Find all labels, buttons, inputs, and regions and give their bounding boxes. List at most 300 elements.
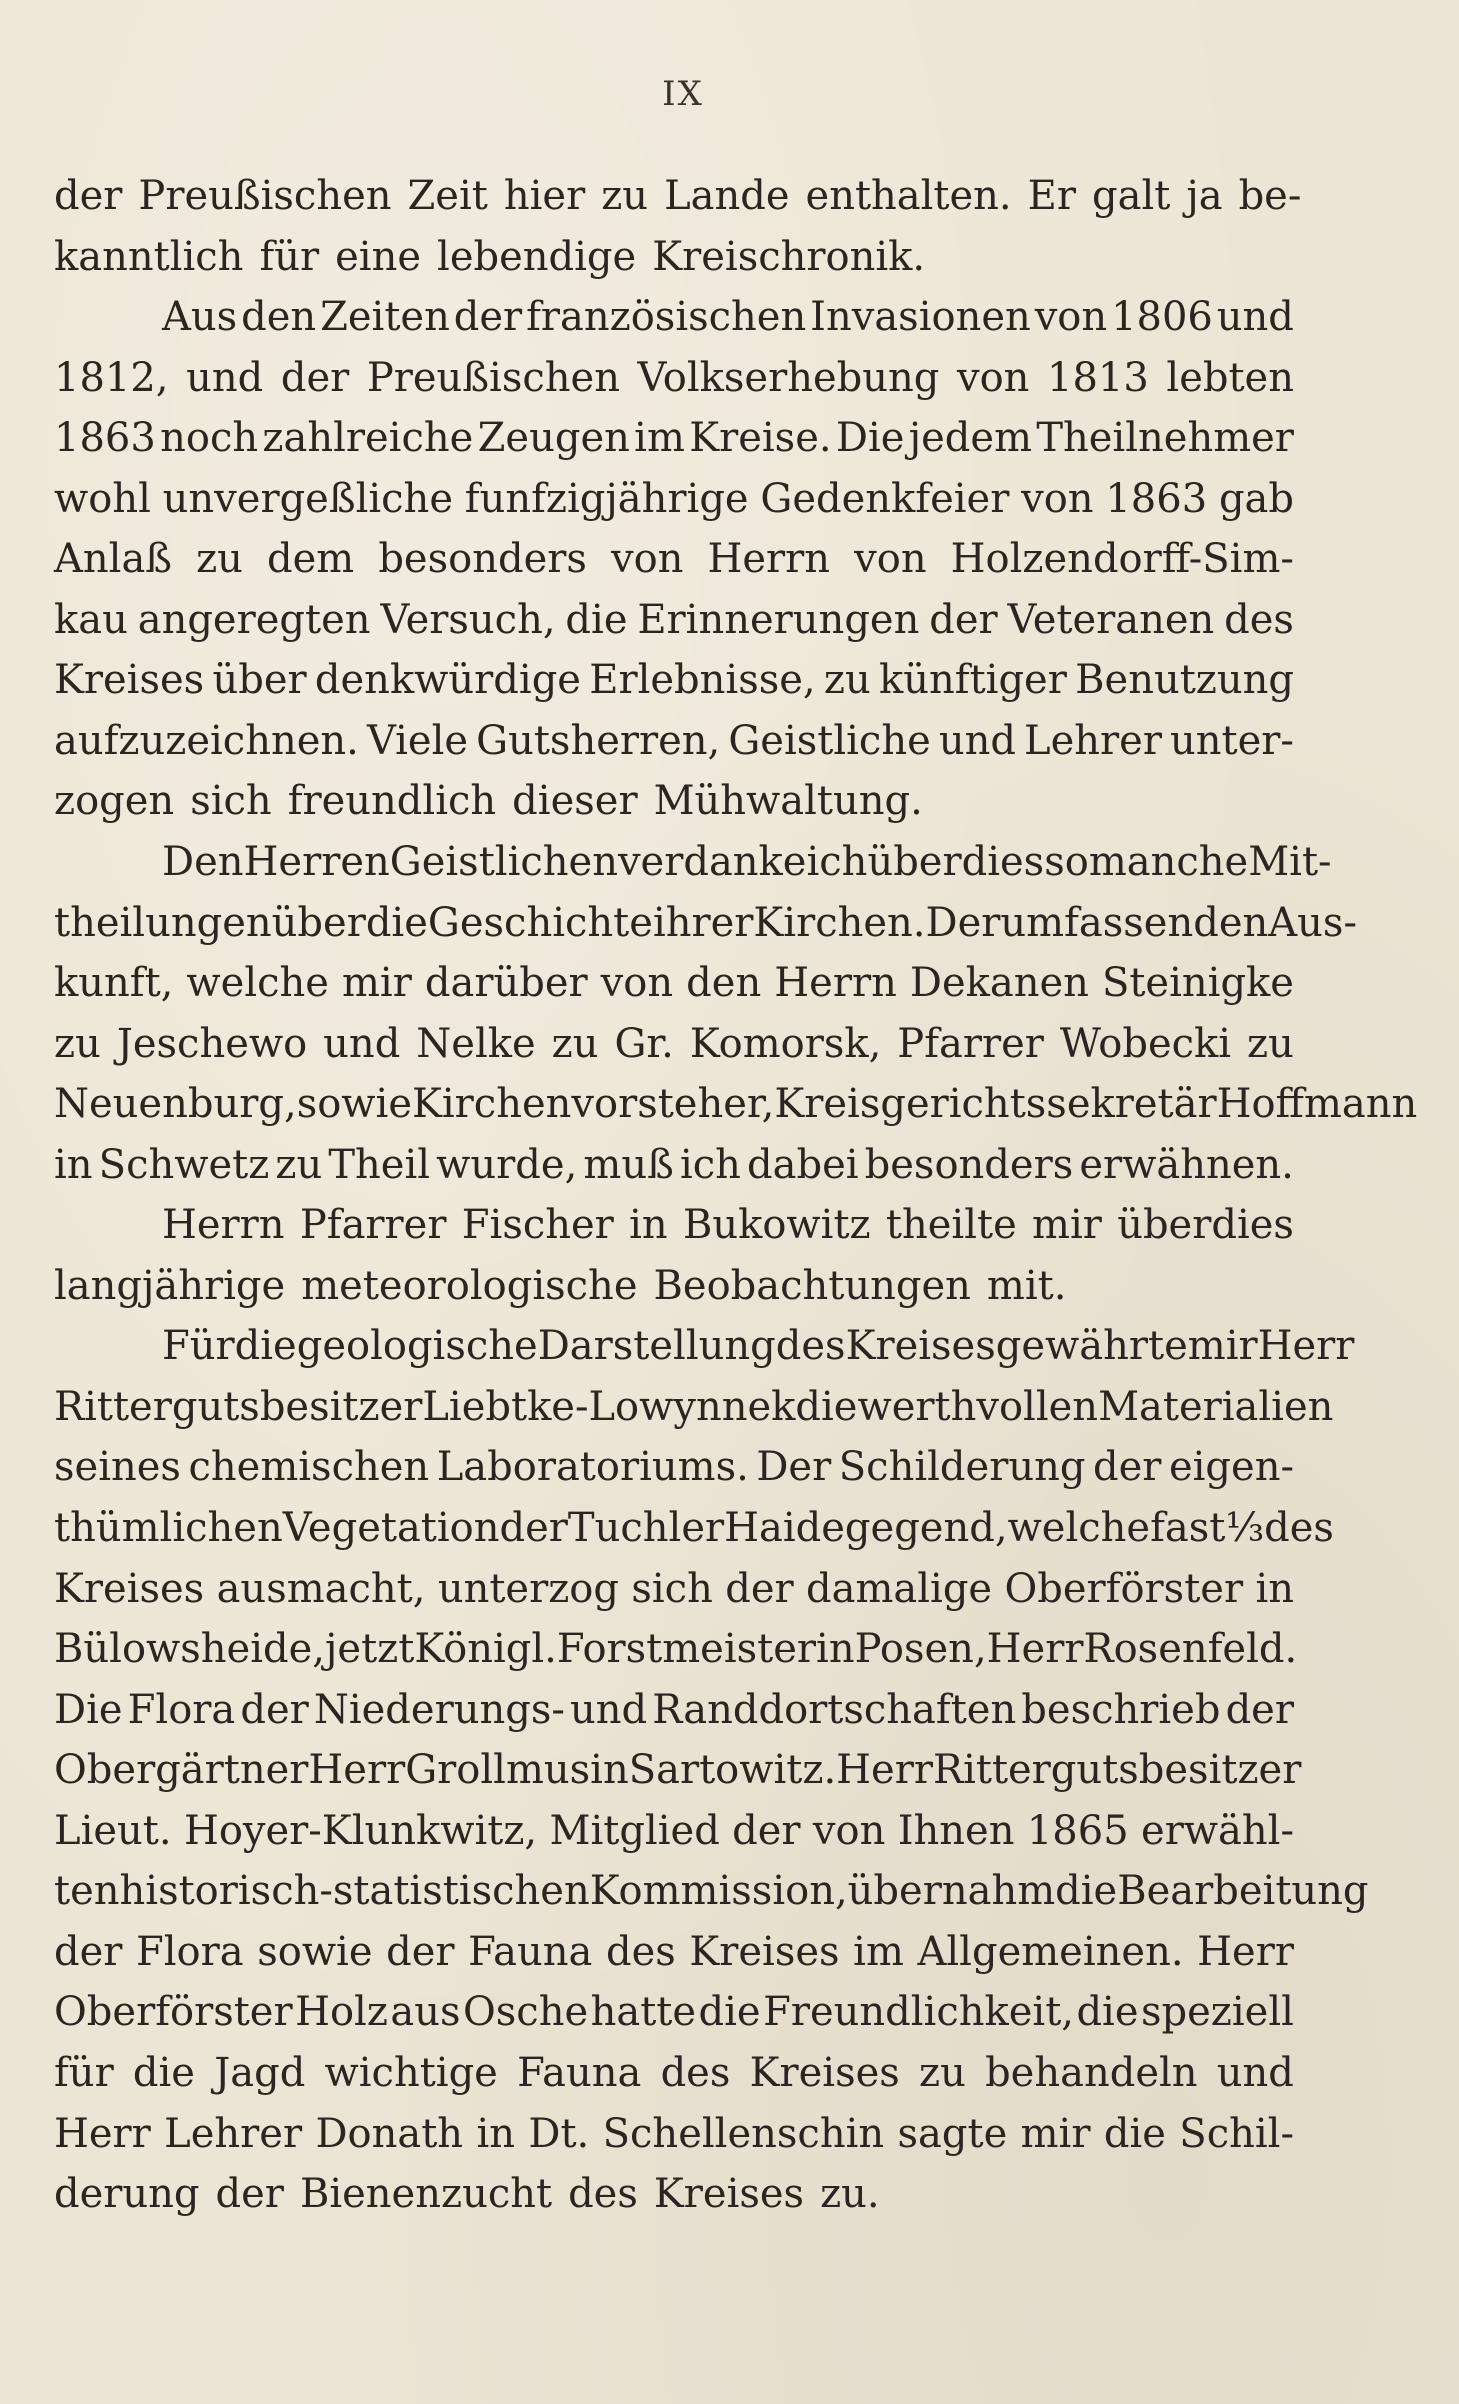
word: Anlaß <box>54 536 173 583</box>
word: Hoffmann <box>1216 1081 1418 1128</box>
word: mir <box>342 960 412 1007</box>
word: Er <box>1027 173 1076 219</box>
word: thümlichen <box>54 1505 283 1552</box>
word: Herr <box>54 2110 151 2157</box>
word: Schellenschin <box>602 2110 885 2157</box>
word: langjährige <box>54 1262 286 1309</box>
word: theilungen <box>54 899 272 946</box>
word: die <box>698 1989 761 2036</box>
word: überdies <box>867 839 1045 886</box>
word: beschrieb <box>1021 1686 1221 1733</box>
word: lebendige <box>437 233 637 280</box>
text-line <box>54 227 1294 288</box>
word: Theilnehmer <box>1036 415 1294 462</box>
word: seines <box>54 1444 181 1491</box>
word: Allgemeinen. <box>917 1928 1184 1975</box>
word: manche <box>1088 839 1249 886</box>
word: zu <box>823 657 871 704</box>
word: der <box>386 1928 455 1975</box>
text-line <box>54 1498 1334 1559</box>
word: sowie <box>257 1928 373 1975</box>
word: gewährte <box>995 1323 1188 1370</box>
text-line <box>54 1135 1294 1196</box>
word: dieser <box>512 778 638 825</box>
word: Erinnerungen <box>637 596 920 643</box>
word: ten <box>54 1868 120 1915</box>
word: von <box>610 536 684 583</box>
word: in <box>54 1141 93 1188</box>
text-line <box>54 1680 1294 1741</box>
word: von <box>1021 475 1094 522</box>
word: Kreises <box>54 657 205 704</box>
word: in <box>629 1202 668 1249</box>
word: Schwetz <box>98 1141 270 1188</box>
word: Mühwaltung. <box>653 778 923 825</box>
word: Kreises <box>54 1565 205 1612</box>
word: eigen- <box>1168 1444 1294 1491</box>
word: ausmacht, <box>216 1565 426 1612</box>
word: Mitglied <box>549 1807 720 1854</box>
word: Aus- <box>1268 899 1357 946</box>
word: Ihnen <box>897 1807 1015 1854</box>
word: eine <box>335 233 422 280</box>
word: aus <box>390 1989 461 2036</box>
word: muß <box>583 1141 674 1188</box>
word: Invasionen <box>810 294 1031 341</box>
word: hatte <box>590 1989 697 2036</box>
word: Schilderung <box>838 1444 1086 1491</box>
word: des <box>775 1323 846 1370</box>
word: sagte <box>897 2110 1008 2157</box>
word: wurde, <box>436 1141 578 1188</box>
word: Volkserhebung <box>637 354 940 401</box>
word: ihrer <box>652 899 754 946</box>
word: Pfarrer <box>897 1020 1044 1067</box>
word: mir <box>1032 1202 1102 1249</box>
word: übernahm <box>847 1868 1056 1915</box>
text-line <box>54 1014 1294 1075</box>
word: Kirchenvorsteher, <box>412 1081 775 1128</box>
word: Flora <box>127 1686 236 1733</box>
word: zu <box>919 2049 966 2096</box>
word: Materialien <box>1098 1383 1334 1430</box>
word: unter- <box>1170 717 1294 764</box>
text-line <box>54 832 1332 893</box>
word: so <box>1044 839 1089 886</box>
word: Bülowsheide, <box>54 1626 326 1673</box>
text-line <box>54 590 1294 651</box>
word: in <box>476 2110 516 2157</box>
word: werthvollen <box>857 1383 1099 1430</box>
word: der <box>929 596 998 643</box>
word: Herrn <box>162 1202 285 1249</box>
word: Zeit <box>407 173 488 219</box>
word: speziell <box>1141 1989 1294 2036</box>
word: Zeugen <box>477 415 630 462</box>
word: Für <box>162 1323 235 1370</box>
word: Herrn <box>774 960 897 1007</box>
text-line <box>54 1316 1355 1377</box>
word: der <box>725 1565 794 1612</box>
word: Kreises <box>653 2171 805 2218</box>
word: Posen, <box>854 1626 987 1673</box>
word: Lieut. <box>54 1807 172 1854</box>
word: verdanke <box>617 839 807 886</box>
word: sich <box>190 778 272 825</box>
word: Gr. <box>614 1020 674 1067</box>
word: Steinigke <box>1101 960 1294 1007</box>
word: in <box>816 1626 855 1673</box>
word: Herr <box>1257 1323 1355 1370</box>
word: Herr <box>986 1626 1084 1673</box>
text-line <box>54 166 1302 227</box>
word: Herr <box>308 1747 406 1794</box>
text-line <box>54 1801 1294 1862</box>
word: Flora <box>136 1928 244 1975</box>
text-line <box>54 408 1294 469</box>
text-line <box>54 1256 1294 1317</box>
body-text <box>54 166 1418 2225</box>
word: besonders <box>378 536 587 583</box>
word: Liebtke-Lowynnek <box>422 1383 796 1430</box>
word: kau <box>54 596 128 643</box>
word: meteorologische <box>301 1262 638 1309</box>
word: den <box>241 294 317 341</box>
text-line <box>54 2164 1294 2225</box>
page-number: IX <box>662 74 704 114</box>
word: noch <box>160 415 259 462</box>
word: umfassenden <box>1000 899 1269 946</box>
word: der <box>280 354 350 401</box>
word: 1863 <box>1105 475 1208 522</box>
word: der <box>215 2171 284 2218</box>
word: Preußischen <box>138 173 392 219</box>
word: chemischen <box>188 1444 430 1491</box>
word: in <box>1255 1565 1294 1612</box>
word: Osche <box>462 1989 589 2036</box>
word: Aus <box>162 294 238 341</box>
word: Versuch, <box>380 596 556 643</box>
word: von <box>854 536 927 583</box>
word: Herr <box>1197 1928 1294 1975</box>
word: des <box>660 2049 731 2096</box>
word: über <box>271 899 366 946</box>
word: im <box>634 415 685 462</box>
word: der <box>240 1686 309 1733</box>
word: Theil <box>328 1141 431 1188</box>
word: Gutsherren, <box>476 717 721 764</box>
word: zogen <box>54 778 175 825</box>
word: erwähl- <box>1141 1807 1294 1854</box>
word: Der <box>756 1444 832 1491</box>
word: sowie <box>296 1081 412 1128</box>
word: und <box>1216 294 1294 341</box>
word: Lehrer <box>164 2110 303 2157</box>
word: Viele <box>366 717 469 764</box>
text-line <box>54 2104 1294 2165</box>
word: der <box>1093 1444 1162 1491</box>
word: Kreises <box>689 1928 840 1975</box>
word: zu <box>196 536 243 583</box>
word: mit. <box>986 1262 1067 1309</box>
word: der <box>54 173 123 219</box>
word: Kommission, <box>589 1868 848 1915</box>
word: Rittergutsbesitzer <box>54 1383 423 1430</box>
word: Randdortschaften <box>652 1686 1017 1733</box>
word: zahlreiche <box>262 415 474 462</box>
word: Pfarrer <box>299 1202 447 1249</box>
word: für <box>259 233 320 280</box>
text-line <box>54 893 1357 954</box>
word: aufzuzeichnen. <box>54 717 359 764</box>
word: ⅓ <box>1225 1505 1265 1552</box>
word: und <box>186 354 264 401</box>
word: jedem <box>908 415 1033 462</box>
word: Oberförster <box>1004 1565 1244 1612</box>
word: überdies <box>1117 1202 1294 1249</box>
word: Laboratoriums. <box>436 1444 749 1491</box>
word: erwähnen. <box>1079 1141 1294 1188</box>
word: die <box>365 899 428 946</box>
word: im <box>853 1928 904 1975</box>
word: Dekanen <box>909 960 1089 1007</box>
word: Fischer <box>461 1202 614 1249</box>
text-line <box>54 1619 1298 1680</box>
word: die <box>1055 1868 1118 1915</box>
word: Hoyer-Klunkwitz, <box>183 1807 538 1854</box>
text-line <box>54 1982 1294 2043</box>
word: 1813 <box>1047 354 1149 401</box>
word: Jagd <box>214 2049 306 2096</box>
word: Zeiten <box>320 294 450 341</box>
text-line <box>54 1195 1294 1256</box>
word: Rosenfeld. <box>1083 1626 1298 1673</box>
word: Gedenkfeier <box>760 475 1010 522</box>
word: Tuchler <box>567 1505 725 1552</box>
text-line <box>54 529 1294 590</box>
text-line <box>54 469 1294 530</box>
word: Fauna <box>468 1928 593 1975</box>
text-line <box>54 1922 1294 1983</box>
text-line <box>54 1861 1369 1922</box>
text-line <box>54 711 1294 772</box>
word: der <box>499 1505 568 1552</box>
word: Erlebnisse, <box>589 657 816 704</box>
word: Die <box>835 415 905 462</box>
word: Grollmus <box>405 1747 591 1794</box>
word: die <box>1103 2110 1166 2157</box>
word: Neuenburg, <box>54 1081 297 1128</box>
word: Wobecki <box>1059 1020 1232 1067</box>
word: 1806 <box>1111 294 1213 341</box>
word: Sartowitz. <box>628 1747 837 1794</box>
text-line <box>54 287 1294 348</box>
word: Donath <box>315 2110 464 2157</box>
word: Geschichte <box>427 899 653 946</box>
word: 1812, <box>54 354 169 401</box>
word: von <box>812 1807 886 1854</box>
word: der <box>54 1928 123 1975</box>
word: Oberförster <box>54 1989 293 2036</box>
word: und <box>569 1686 648 1733</box>
word: Schil- <box>1179 2110 1294 2157</box>
word: zu <box>54 1020 101 1067</box>
word: von <box>1034 294 1108 341</box>
word: zu <box>551 1020 599 1067</box>
word: zu <box>275 1141 323 1188</box>
word: französischen <box>526 294 807 341</box>
word: historisch-statistischen <box>119 1868 590 1915</box>
word: derung <box>54 2171 200 2218</box>
word: be- <box>1238 173 1302 219</box>
word: Fauna <box>517 2049 642 2096</box>
word: wichtige <box>324 2049 498 2096</box>
word: unterzog <box>437 1565 619 1612</box>
word: in <box>590 1747 629 1794</box>
word: Haidegegend, <box>724 1505 1008 1552</box>
word: welche <box>1007 1505 1151 1552</box>
word: Nelke <box>416 1020 536 1067</box>
word: Bearbeitung <box>1117 1868 1369 1915</box>
word: und <box>1216 2049 1294 2096</box>
text-line <box>54 1437 1294 1498</box>
word: Forstmeister <box>556 1626 817 1673</box>
text-line <box>54 953 1294 1014</box>
word: künftiger <box>879 657 1067 704</box>
word: Vegetation <box>282 1505 500 1552</box>
word: geologische <box>296 1323 538 1370</box>
text-line <box>54 1740 1302 1801</box>
text-line <box>54 1377 1334 1438</box>
word: Kreisgerichtssekretär <box>774 1081 1217 1128</box>
word: zu <box>1247 1020 1294 1067</box>
word: lebten <box>1166 354 1294 401</box>
word: Preußischen <box>366 354 620 401</box>
word: Die <box>54 1686 123 1733</box>
word: ich <box>679 1141 741 1188</box>
word: Komorsk, <box>689 1020 882 1067</box>
word: Niederungs- <box>313 1686 565 1733</box>
word: Obergärtner <box>54 1747 309 1794</box>
word: von <box>956 354 1030 401</box>
word: Dt. <box>528 2110 590 2157</box>
word: Bukowitz <box>682 1202 871 1249</box>
word: des <box>605 1928 676 1975</box>
word: Freundlichkeit, <box>763 1989 1074 2036</box>
word: wohl <box>54 475 151 522</box>
word: Beobachtungen <box>653 1262 971 1309</box>
word: des <box>568 2171 638 2218</box>
word: die <box>1076 1989 1139 2036</box>
word: Darstellung <box>537 1323 776 1370</box>
word: kanntlich <box>54 233 244 280</box>
word: die <box>565 596 628 643</box>
word: für <box>54 2049 114 2096</box>
word: Geistliche <box>728 717 931 764</box>
word: darüber <box>424 960 588 1007</box>
word: jetzt <box>325 1626 415 1673</box>
word: Lehrer <box>1024 717 1162 764</box>
word: Kreise. <box>689 415 832 462</box>
word: ich <box>806 839 868 886</box>
word: Kreischronik. <box>652 233 926 280</box>
word: Veteranen <box>1007 596 1215 643</box>
word: Geistlichen <box>389 839 618 886</box>
text-line <box>54 1074 1418 1135</box>
word: sich <box>631 1565 713 1612</box>
word: fast <box>1150 1505 1226 1552</box>
text-line <box>54 1559 1294 1620</box>
word: über <box>212 657 307 704</box>
word: funfzigjährige <box>464 475 749 522</box>
word: die <box>795 1383 858 1430</box>
word: hier <box>503 173 586 219</box>
word: Herr <box>836 1747 933 1794</box>
word: und <box>323 1020 401 1067</box>
word: theilte <box>885 1202 1017 1249</box>
word: der <box>453 294 523 341</box>
text-line <box>54 348 1294 409</box>
text-line <box>54 2043 1294 2104</box>
word: des <box>1264 1505 1334 1552</box>
text-line <box>54 650 1294 711</box>
word: enthalten. <box>805 173 1012 219</box>
word: Benutzung <box>1075 657 1294 704</box>
word: Herren <box>243 839 390 886</box>
word: 1865 <box>1026 1807 1129 1854</box>
word: angeregten <box>137 596 371 643</box>
word: galt <box>1091 173 1171 219</box>
text-line <box>54 771 1294 832</box>
word: Lande <box>664 173 790 219</box>
word: Kreises <box>749 2049 900 2096</box>
word: des <box>1224 596 1294 643</box>
word: Kreises <box>845 1323 996 1370</box>
word: welche <box>186 960 329 1007</box>
word: von <box>600 960 674 1007</box>
word: unvergeßliche <box>162 475 453 522</box>
word: Der <box>925 899 1001 946</box>
word: freundlich <box>287 778 497 825</box>
word: Holz <box>295 1989 388 2036</box>
word: zu <box>601 173 649 219</box>
word: Holzendorff-Sim- <box>950 536 1294 583</box>
word: die <box>234 1323 297 1370</box>
word: ja <box>1186 173 1223 219</box>
word: und <box>938 717 1016 764</box>
word: denkwürdige <box>314 657 581 704</box>
word: Jeschewo <box>116 1020 308 1067</box>
word: Rittergutsbesitzer <box>932 1747 1302 1794</box>
word: dem <box>267 536 355 583</box>
word: zu. <box>820 2171 880 2218</box>
word: die <box>132 2049 195 2096</box>
word: mir <box>1187 1323 1258 1370</box>
word: Den <box>162 839 244 886</box>
word: besonders <box>864 1141 1074 1188</box>
word: Bienenzucht <box>299 2171 553 2218</box>
word: den <box>686 960 762 1007</box>
word: mir <box>1020 2110 1091 2157</box>
word: Königl. <box>414 1626 557 1673</box>
word: kunft, <box>54 960 174 1007</box>
word: der <box>1225 1686 1294 1733</box>
word: dabei <box>747 1141 859 1188</box>
word: behandeln <box>985 2049 1198 2096</box>
word: damalige <box>806 1565 993 1612</box>
word: 1863 <box>54 415 156 462</box>
word: Kirchen. <box>753 899 926 946</box>
